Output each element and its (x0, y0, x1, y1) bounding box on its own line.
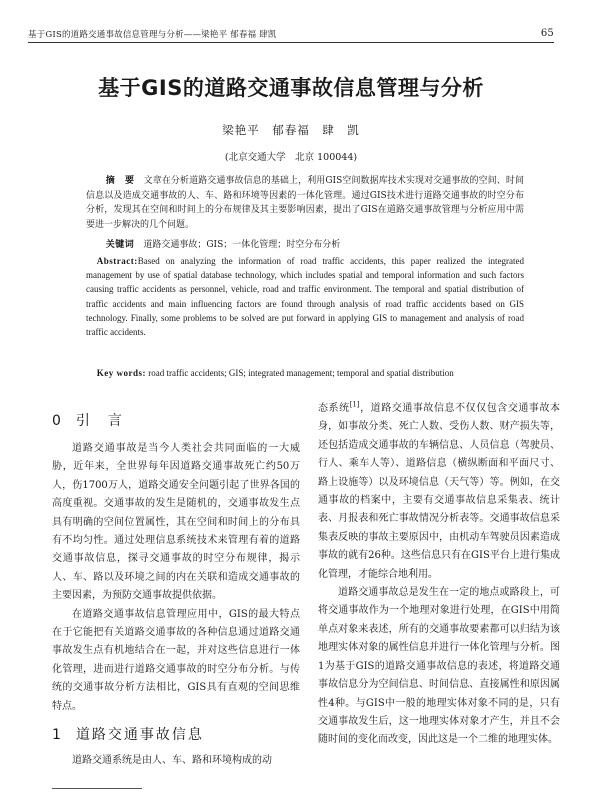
keywords-cn-label: 关键词 (105, 240, 135, 250)
keywords-cn (86, 238, 524, 253)
keywords-en (86, 366, 524, 381)
keywords-en-label: Key words: (96, 368, 147, 378)
abstract-en-label: Abstract: (96, 256, 138, 266)
body-paragraph: 道路交通事故是当今人类社会共同面临的一大威胁，近年来，全世界每年因道路交通事故死亡约50万人，伤1700万人，道路交通安全问题引起了世界各国的高度重视。交通事故的发生是随机的，交通事故发生点具有明确的空间位置属性，其在空间和时间上的分布具有不均匀性。通过处理信息系统技术来管理有着的道路交通事故信息，探寻交通事故的时空分布规律，揭示人、车、路以及环境之间的内在关联和造成交通事故的主要因素，为预防交通事故提供依据。 (52, 443, 300, 602)
body-paragraph: 道路交通事故总是发生在一定的地点或路段上，可将交通事故作为一个地理对象进行处理，在GIS中用简单点对象来表述，所有的交通事故要素都可以归结为该地理实体对象的属性信息并进行一体化管理与分析。图1为基于GIS的道路交通事故信息的表述，将道路交通事故信息分为空间信息、时间信息、直接属性和原因属性4种。与GIS中一般的地理实体对象不同的是，只有交通事故发生后，这一地理实体对象才产生，并且不会随时间的变化而改变，因此这是一个二维的地理实体。 (318, 587, 560, 746)
section-title: 引 言 (75, 413, 124, 429)
footnote-rule (52, 788, 142, 789)
body-paragraph: 在道路交通事故信息管理应用中，GIS的最大特点在于它能把有关道路交通事故的各种信息通过道路交通事故发生点有机地结合在一起，并对这些信息进行一体化管理，进而进行道路交通事故的时空分布分析。与传统的交通事故分析方法相比，GIS具有直观的空间思维特点。 (52, 608, 300, 712)
section-heading-info (52, 724, 300, 746)
header-rule (28, 42, 554, 43)
section-number: 1 (52, 727, 63, 744)
keywords-en-text: road traffic accidents; GIS; integrated management; temporal and spatial distribution (148, 368, 454, 378)
paper-title: 基于GIS的道路交通事故信息管理与分析 (98, 76, 484, 100)
continued-paragraph (318, 400, 560, 584)
paper-affiliation: (北京交通大学 北京 100044) (224, 152, 358, 163)
abstract-en (86, 254, 524, 339)
running-header-title: 基于GIS的道路交通事故信息管理与分析——梁艳平 郁春福 肆凯 (28, 30, 277, 40)
abstract-cn-label: 摘 要 (105, 176, 135, 186)
paper-authors: 梁艳平 郁春福 肆 凯 (222, 123, 360, 137)
left-column (52, 400, 300, 771)
abstract-cn-text: 文章在分析道路交通事故信息的基础上，利用GIS空间数据库技术实现对交通事故的空间、时间信息以及造成交通事故的人、车、路和环境等因素的一体化管理。通过GIS技术进行道路交通事故的时空分布分析，发现其在空间和时间上的分布规律及其主要影响因素，提出了GIS在道路交通事故管理与分析应用中需要进一步解决的几个问题。 (86, 176, 524, 230)
page-number: 65 (540, 28, 554, 39)
section-heading-intro (52, 410, 300, 432)
keywords-cn-text: 道路交通事故；GIS；一体化管理；时空分布分析 (143, 240, 341, 250)
abstract-en-text: Based on analyzing the information of road traffic accidents, this paper realized the integrated management by use of spatial database technology, which includes spatial and temporal information and such factors causing traffic accidents as personnel, vehicle, road and traffic environment. The temporal and spatial distribution of traffic accidents and main influencing factors are found through analysis of road traffic accidents based on GIS technology. Finally, some problems to be solved are put forward in applying GIS to management and analysis of road traffic accidents. (86, 256, 524, 338)
citation-ref: [1] (349, 400, 360, 409)
section-number: 0 (52, 413, 63, 429)
running-header (28, 26, 554, 42)
continued-text-start: 态系统 (318, 403, 350, 414)
abstract-cn (86, 174, 524, 232)
right-column (318, 400, 560, 750)
section-title: 道路交通事故信息 (75, 727, 204, 744)
body-paragraph: 道路交通系统是由人、车、路和环境构成的动 (72, 755, 272, 767)
continued-text: ，道路交通事故信息不仅仅包含交通事故本身，如事故分类、死亡人数、受伤人数、财产损失等，还包括造成交通事故的车辆信息、人员信息（驾驶员、行人、乘车人等）、道路信息（横纵断面和平面尺寸、路上设施等）以及环境信息（天气等）等。例如，在交通事故的档案中，主要有交通事故信息采集表、统计表、月报表和死亡事故情况分析表等。交通事故信息采集表反映的事故主要原因中，由机动车驾驶员因素造成事故的就有26种。这些信息只有在GIS平台上进行集成化管理，才能综合地利用。 (318, 403, 561, 580)
